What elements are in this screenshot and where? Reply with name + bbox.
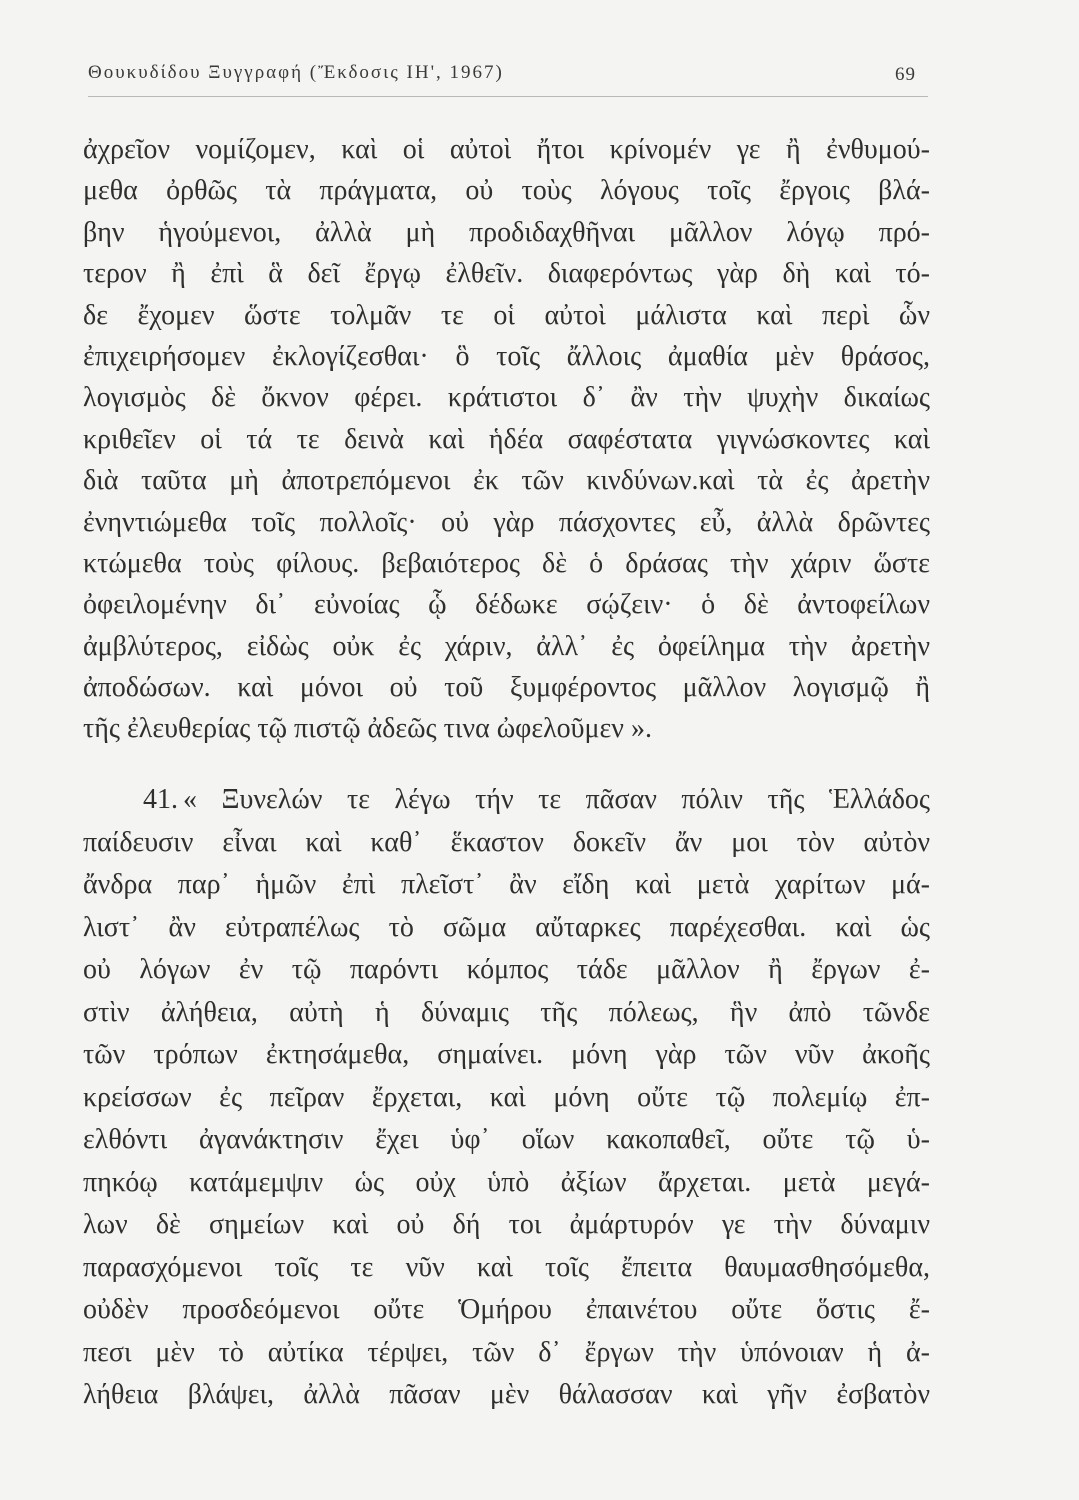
paragraph [83,129,930,750]
section-number: 41. [143,784,178,815]
text-line: πηκόῳ κατάμεμψιν ὡς οὐχ ὑπὸ ἀξίων ἄρχεται. μετὰ μεγά- [83,1166,930,1198]
text-line: κριθεῖεν οἱ τά τε δεινὰ καὶ ἡδέα σαφέστατα γιγνώσκοντες καὶ [83,423,930,455]
text-line: μεθα ὀρθῶς τὰ πράγματα, οὐ τοὺς λόγους τοῖς ἔργοις βλά- [83,175,930,207]
text-line: διὰ ταῦτα μὴ ἀποτρεπόμενοι ἐκ τῶν κινδύνων.καὶ τὰ ἐς ἀρετὴν [83,465,930,497]
text-line: παίδευσιν εἶναι καὶ καθ᾽ ἕκαστον δοκεῖν ἄν μοι τὸν αὐτὸν [83,826,930,858]
text-line: ἀχρεῖον νομίζομεν, καὶ οἱ αὐτοὶ ἤτοι κρίνομέν γε ἢ ἐνθυμού- [83,134,930,165]
text-line: οὐδὲν προσδεόμενοι οὔτε Ὁμήρου ἐπαινέτου οὔτε ὅστις ἔ- [83,1294,930,1325]
text-line: κρείσσων ἐς πεῖραν ἔρχεται, καὶ μόνη οὔτε τῷ πολεμίῳ ἐπ- [83,1081,930,1113]
text-line: λογισμὸς δὲ ὄκνον φέρει. κράτιστοι δ᾽ ἂν τὴν ψυχὴν δικαίως [83,382,930,414]
header-rule [88,96,928,97]
text-line: παρασχόμενοι τοῖς τε νῦν καὶ τοῖς ἔπειτα θαυμασθησόμεθα, [83,1251,930,1283]
text-line: « Ξυνελών τε λέγω τήν τε πᾶσαν πόλιν τῆς Ἑλλάδος [183,784,930,815]
text-line: ελθόντι ἀγανάκτησιν ἔχει ὑφ᾽ οἵων κακοπαθεῖ, οὔτε τῷ ὑ- [83,1124,930,1155]
text-line: λιστ᾽ ἂν εὐτραπέλως τὸ σῶμα αὔταρκες παρέχεσθαι. καὶ ὡς [83,911,930,943]
text-line: δε ἔχομεν ὥστε τολμᾶν τε οἱ αὐτοὶ μάλιστα καὶ περὶ ὧν [83,299,930,331]
text-line: ἐπιχειρήσομεν ἐκλογίζεσθαι· ὃ τοῖς ἄλλοις ἀμαθία μὲν θράσος, [83,340,930,372]
text-line: ὀφειλομένην δι᾽ εὐνοίας ᾧ δέδωκε σῴζειν· ὁ δὲ ἀντοφείλων [83,589,930,621]
text-line: τῶν τρόπων ἐκτησάμεθα, σημαίνει. μόνη γὰρ τῶν νῦν ἀκοῆς [83,1039,930,1070]
text-line: κτώμεθα τοὺς φίλους. βεβαιότερος δὲ ὁ δράσας τὴν χάριν ὥστε [83,547,930,579]
text-line: οὐ λόγων ἐν τῷ παρόντι κόμπος τάδε μᾶλλον ἢ ἔργων ἐ- [83,954,930,985]
text-line: στὶν ἀλήθεια, αὐτὴ ἡ δύναμις τῆς πόλεως, ἣν ἀπὸ τῶνδε [83,996,930,1028]
text-line: πεσι μὲν τὸ αὐτίκα τέρψει, τῶν δ᾽ ἔργων τὴν ὑπόνοιαν ἡ ἀ- [83,1336,930,1368]
text-line: ἄνδρα παρ᾽ ἡμῶν ἐπὶ πλεῖστ᾽ ἂν εἴδη καὶ μετὰ χαρίτων μά- [83,869,930,900]
text-line: ἐνηντιώμεθα τοῖς πολλοῖς· οὐ γὰρ πάσχοντες εὖ, ἀλλὰ δρῶντες [83,506,930,538]
text-line: λων δὲ σημείων καὶ οὐ δή τοι ἀμάρτυρόν γε τὴν δύναμιν [83,1209,930,1240]
text-line: λήθεια βλάψει, ἀλλὰ πᾶσαν μὲν θάλασσαν καὶ γῆν ἐσβατὸν [83,1379,930,1410]
text-line: βην ἡγούμενοι, ἀλλὰ μὴ προδιδαχθῆναι μᾶλλον λόγῳ πρό- [83,216,930,248]
text-line: ἀμβλύτερος, εἰδὼς οὐκ ἐς χάριν, ἀλλ᾽ ἐς ὀφείλημα τὴν ἀρετὴν [83,630,930,662]
text-line: τερον ἢ ἐπὶ ἃ δεῖ ἔργῳ ἐλθεῖν. διαφερόντως γὰρ δὴ καὶ τό- [83,258,930,290]
running-title: Θουκυδίδου Ξυγγραφή (Ἔκδοσις ΙΗ', 1967) [88,62,504,83]
page-number: 69 [895,64,916,85]
text-line: τῆς ἐλευθερίας τῷ πιστῷ ἀδεῶς τινα ὠφελοῦμεν ». [83,713,652,745]
paragraph [83,779,930,1417]
text-line: ἀποδώσων. καὶ μόνοι οὐ τοῦ ξυμφέροντος μᾶλλον λογισμῷ ἢ [83,672,930,704]
